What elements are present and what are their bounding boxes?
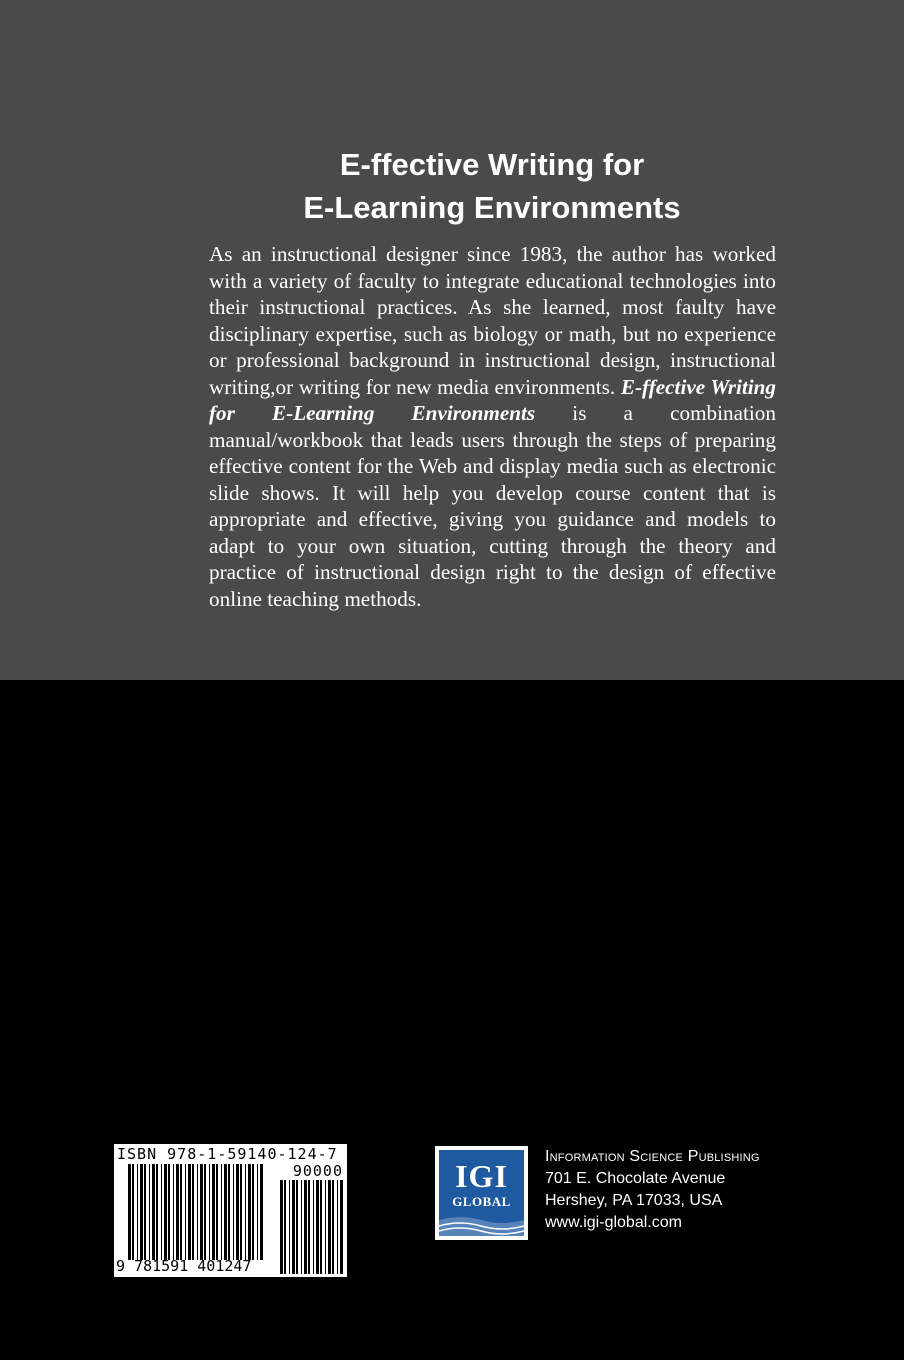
publisher-city: Hershey, PA 17033, USA (545, 1192, 723, 1209)
isbn-barcode (114, 1144, 347, 1277)
barcode-addon-bars-icon (280, 1180, 343, 1274)
isbn-number: ISBN 978-1-59140-124-7 (117, 1145, 338, 1163)
logo-background (439, 1150, 524, 1236)
logo-text-igi: IGI (455, 1158, 508, 1194)
book-title (0, 143, 904, 229)
igi-global-logo (435, 1146, 528, 1240)
title-line-1: E-ffective Writing for (339, 147, 645, 182)
description-emphasis: E-ffective Writing for E-Learning Environments (209, 374, 776, 425)
description-part-1: As an instructional designer since 1983, the author has worked with a variety of faculty to integrate educational technologies into their instructional practices. As she learned, most faulty have disciplinary expertise, such as biology or math, but no experience or professional background in instructional design, instructional writing,or writing for new media environments. (209, 242, 776, 399)
publisher-name: Information Science Publishing (545, 1148, 760, 1165)
publisher-street: 701 E. Chocolate Avenue (545, 1170, 726, 1187)
publisher-info (545, 1146, 760, 1234)
title-line-2: E-Learning Environments (303, 190, 681, 225)
barcode-addon-number: 90000 (292, 1162, 343, 1180)
description-part-2: is a combination manual/workbook that leads users through the steps of preparing effective content for the Web and display media such as electronic slide shows. It will help you develop course content that is appropriate and effective, giving you guidance and models to adapt to your own situation, cutting through the theory and practice of instructional design right to the design of effective online teaching methods. (209, 401, 776, 611)
barcode-bars-icon (128, 1164, 264, 1260)
logo-wave-icon (439, 1212, 524, 1236)
logo-text-global: GLOBAL (452, 1194, 511, 1209)
publisher-website[interactable]: www.igi-global.com (545, 1214, 682, 1231)
book-description (209, 241, 776, 612)
ean-digits: 9 781591 401247 (116, 1257, 252, 1275)
